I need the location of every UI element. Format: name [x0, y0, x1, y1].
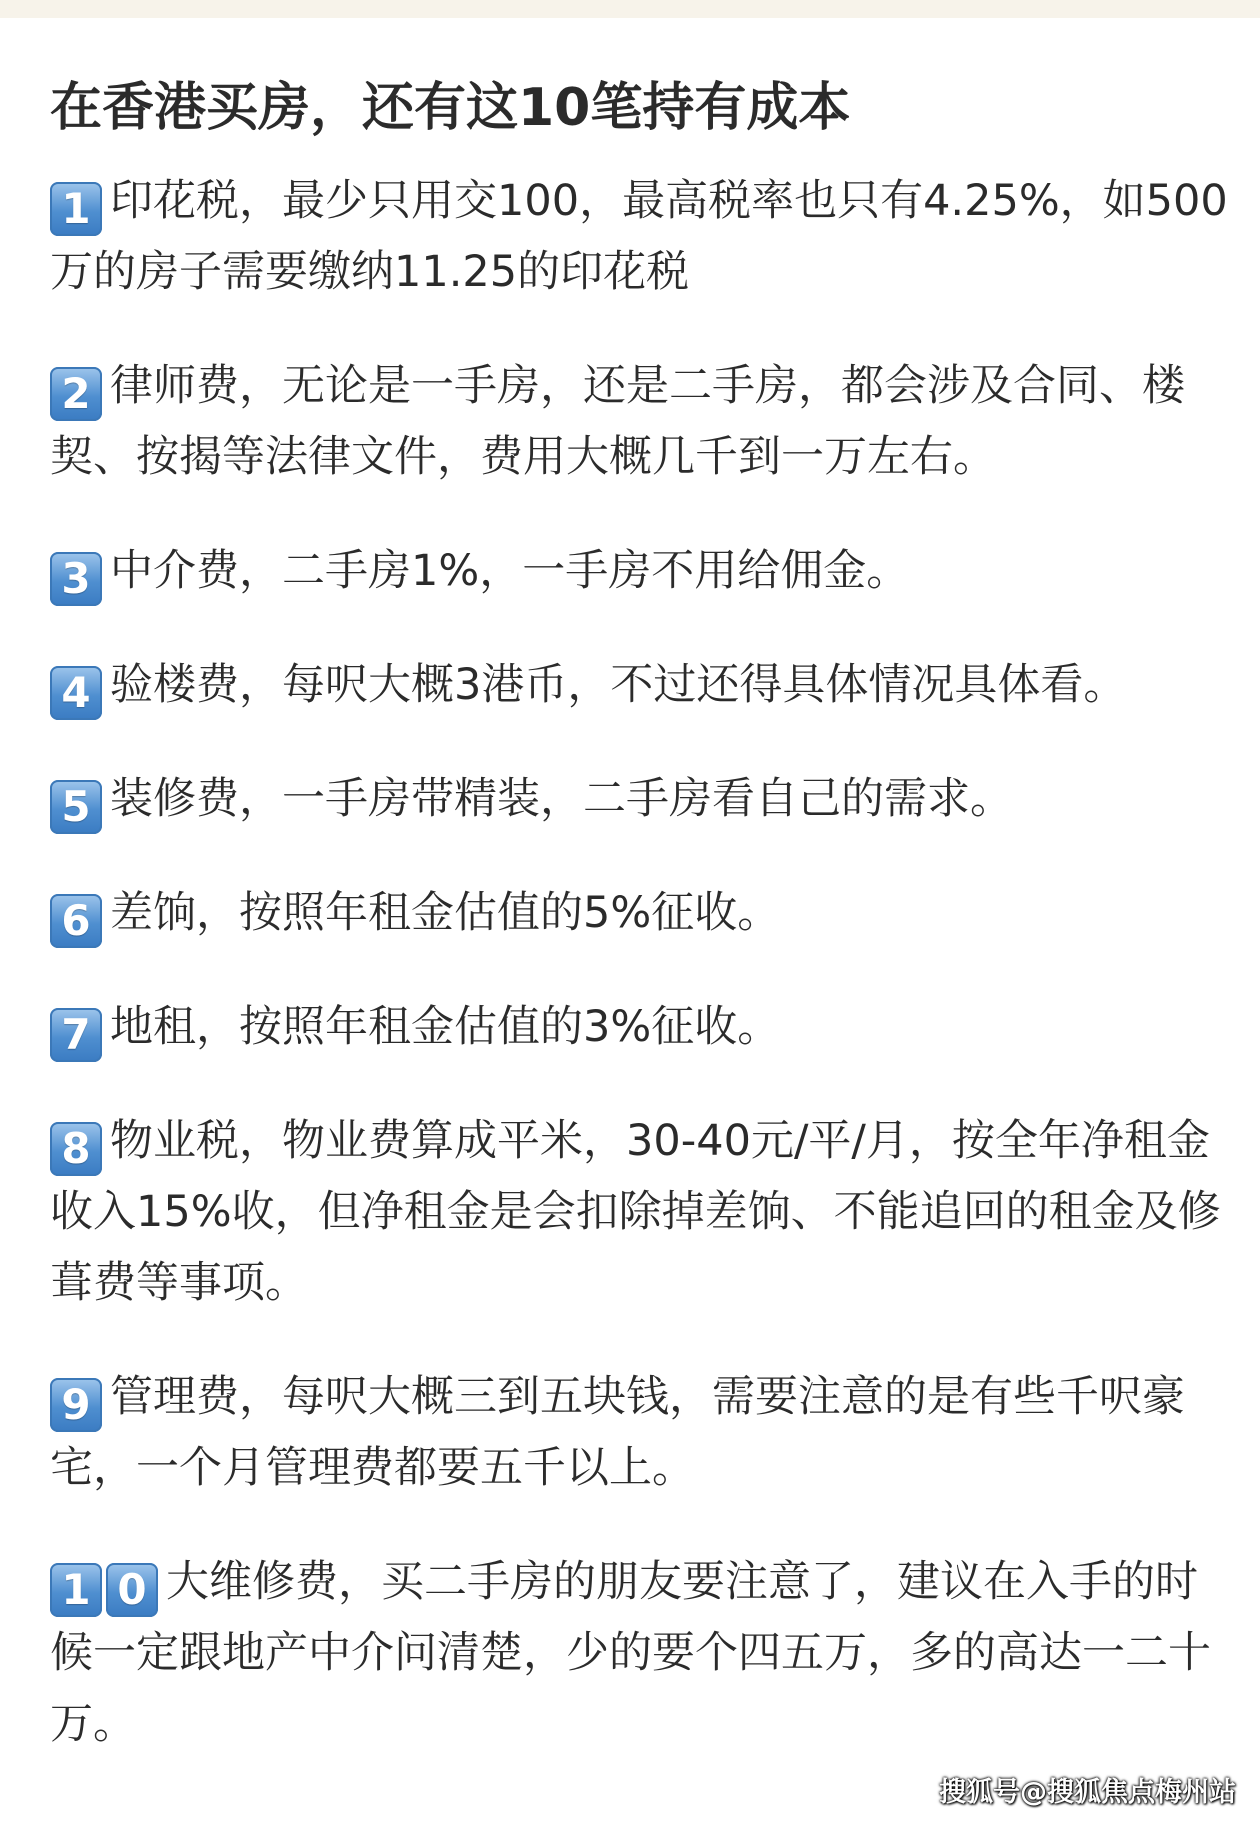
list-item — [50, 351, 1230, 493]
list-item — [50, 1362, 1230, 1504]
item-text: 地租，按照年租金估值的3%征收。 — [110, 1002, 781, 1052]
number-badge-icon: 1 — [50, 182, 102, 236]
item-text: 律师费，无论是一手房，还是二手房，都会涉及合同、楼契、按揭等法律文件，费用大概几千到一万左右。 — [50, 361, 1185, 482]
cost-list — [50, 166, 1230, 1760]
list-item — [50, 1106, 1230, 1319]
item-text: 印花税，最少只用交100，最高税率也只有4.25%，如500万的房子需要缴纳11.25的印花税 — [50, 176, 1228, 297]
item-text: 差饷，按照年租金估值的5%征收。 — [110, 888, 781, 938]
list-item — [50, 764, 1230, 835]
number-badge-icon: 5 — [50, 780, 102, 834]
list-item — [50, 536, 1230, 607]
number-badge-icon: 6 — [50, 894, 102, 948]
item-text: 中介费，二手房1%，一手房不用给佣金。 — [110, 546, 910, 596]
number-badge-icon: 7 — [50, 1008, 102, 1062]
list-item — [50, 650, 1230, 721]
list-item — [50, 992, 1230, 1063]
article-title: 在香港买房，还有这10笔持有成本 — [50, 78, 851, 138]
list-item — [50, 166, 1230, 308]
item-text: 物业税，物业费算成平米，30-40元/平/月，按全年净租金收入15%收，但净租金是会扣除掉差饷、不能追回的租金及修葺费等事项。 — [50, 1116, 1221, 1308]
item-text: 装修费，一手房带精装，二手房看自己的需求。 — [110, 774, 1013, 824]
number-badge-icon: 8 — [50, 1122, 102, 1176]
item-text: 验楼费，每呎大概3港币，不过还得具体情况具体看。 — [110, 660, 1127, 710]
number-badge-icon: 2 — [50, 367, 102, 421]
number-badge-icon: 4 — [50, 666, 102, 720]
item-text: 大维修费，买二手房的朋友要注意了，建议在入手的时候一定跟地产中介问清楚，少的要个四五万，多的高达一二十万。 — [50, 1557, 1211, 1749]
number-badge-icon: 0 — [106, 1563, 158, 1617]
watermark: 搜狐号@搜狐焦点梅州站 — [939, 1777, 1236, 1808]
number-badge-icon: 9 — [50, 1378, 102, 1432]
number-badge-icon: 3 — [50, 552, 102, 606]
list-item — [50, 1547, 1230, 1760]
item-text: 管理费，每呎大概三到五块钱，需要注意的是有些千呎豪宅，一个月管理费都要五千以上。 — [50, 1372, 1185, 1493]
top-bar — [0, 0, 1260, 18]
number-badge-icon: 1 — [50, 1563, 102, 1617]
list-item — [50, 878, 1230, 949]
